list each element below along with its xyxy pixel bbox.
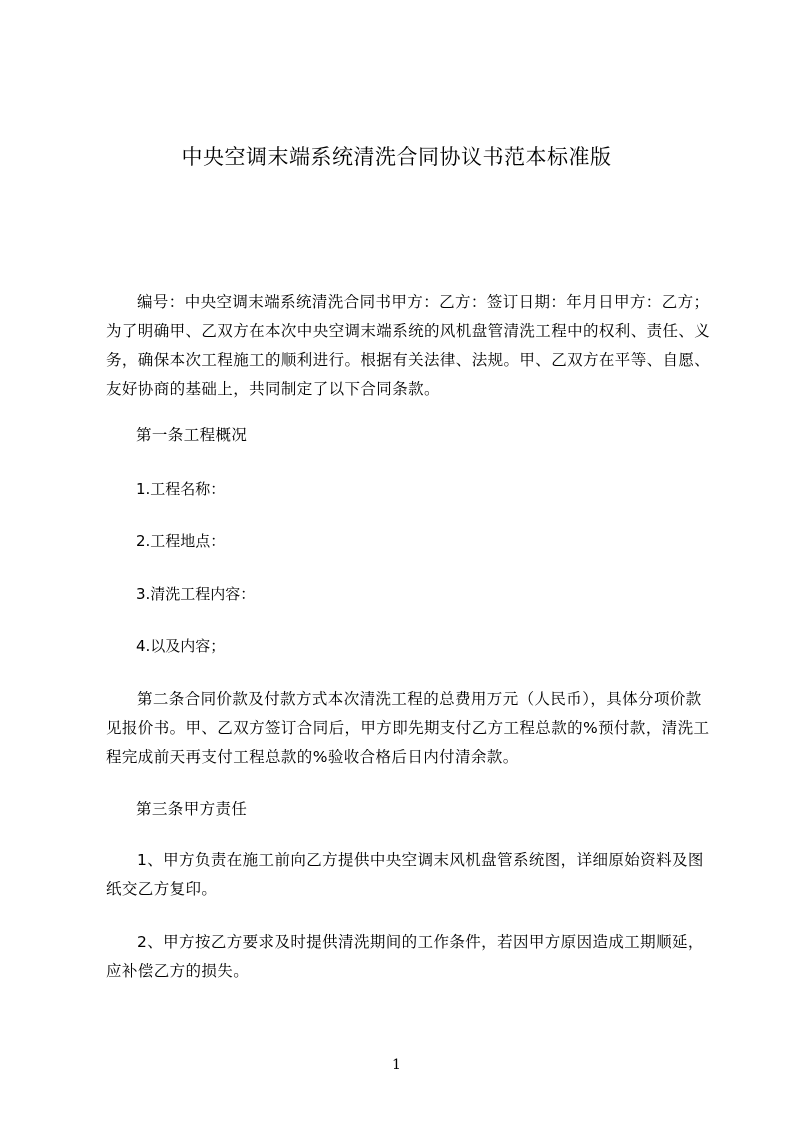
article-3-clause-2-text: 2、甲方按乙方要求及时提供清洗期间的工作条件，若因甲方原因造成工期顺延，应补偿乙方的损失。 <box>106 933 704 980</box>
article-3-heading: 第三条甲方责任 <box>136 800 248 818</box>
article-1-item-4: 4.以及内容； <box>136 637 226 655</box>
article-1-item-2: 2.工程地点： <box>136 532 226 550</box>
article-2-text: 第二条合同价款及付款方式本次清洗工程的总费用万元（人民币），具体分项价款见报价书。甲、乙双方签订合同后，甲方即先期支付乙方工程总款的%预付款，清洗工程完成前天再支付工程总款的%验收合格后日内付清余款。 <box>106 690 710 766</box>
intro-text: 编号：中央空调末端系统清洗合同书甲方：乙方：签订日期：年月日甲方：乙方；为了明确甲、乙双方在本次中央空调末端系统的风机盘管清洗工程中的权利、责任、义务，确保本次工程施工的顺利进行。根据有关法律、法规。甲、乙双方在平等、自愿、友好协商的基础上，共同制定了以下合同条款。 <box>106 293 711 398</box>
article-1-item-1: 1.工程名称： <box>136 480 226 498</box>
article-3-clause-1-text: 1、甲方负责在施工前向乙方提供中央空调末风机盘管系统图，详细原始资料及图纸交乙方复印。 <box>106 851 704 898</box>
intro-paragraph <box>106 288 716 404</box>
article-2-paragraph <box>106 685 716 772</box>
page-number: 1 <box>392 1057 401 1073</box>
article-1-heading: 第一条工程概况 <box>136 426 248 444</box>
article-3-clause-2 <box>106 928 716 986</box>
document-title: 中央空调末端系统清洗合同协议书范本标准版 <box>181 145 612 169</box>
article-1-item-3: 3.清洗工程内容： <box>136 585 256 603</box>
article-3-clause-1 <box>106 846 716 904</box>
